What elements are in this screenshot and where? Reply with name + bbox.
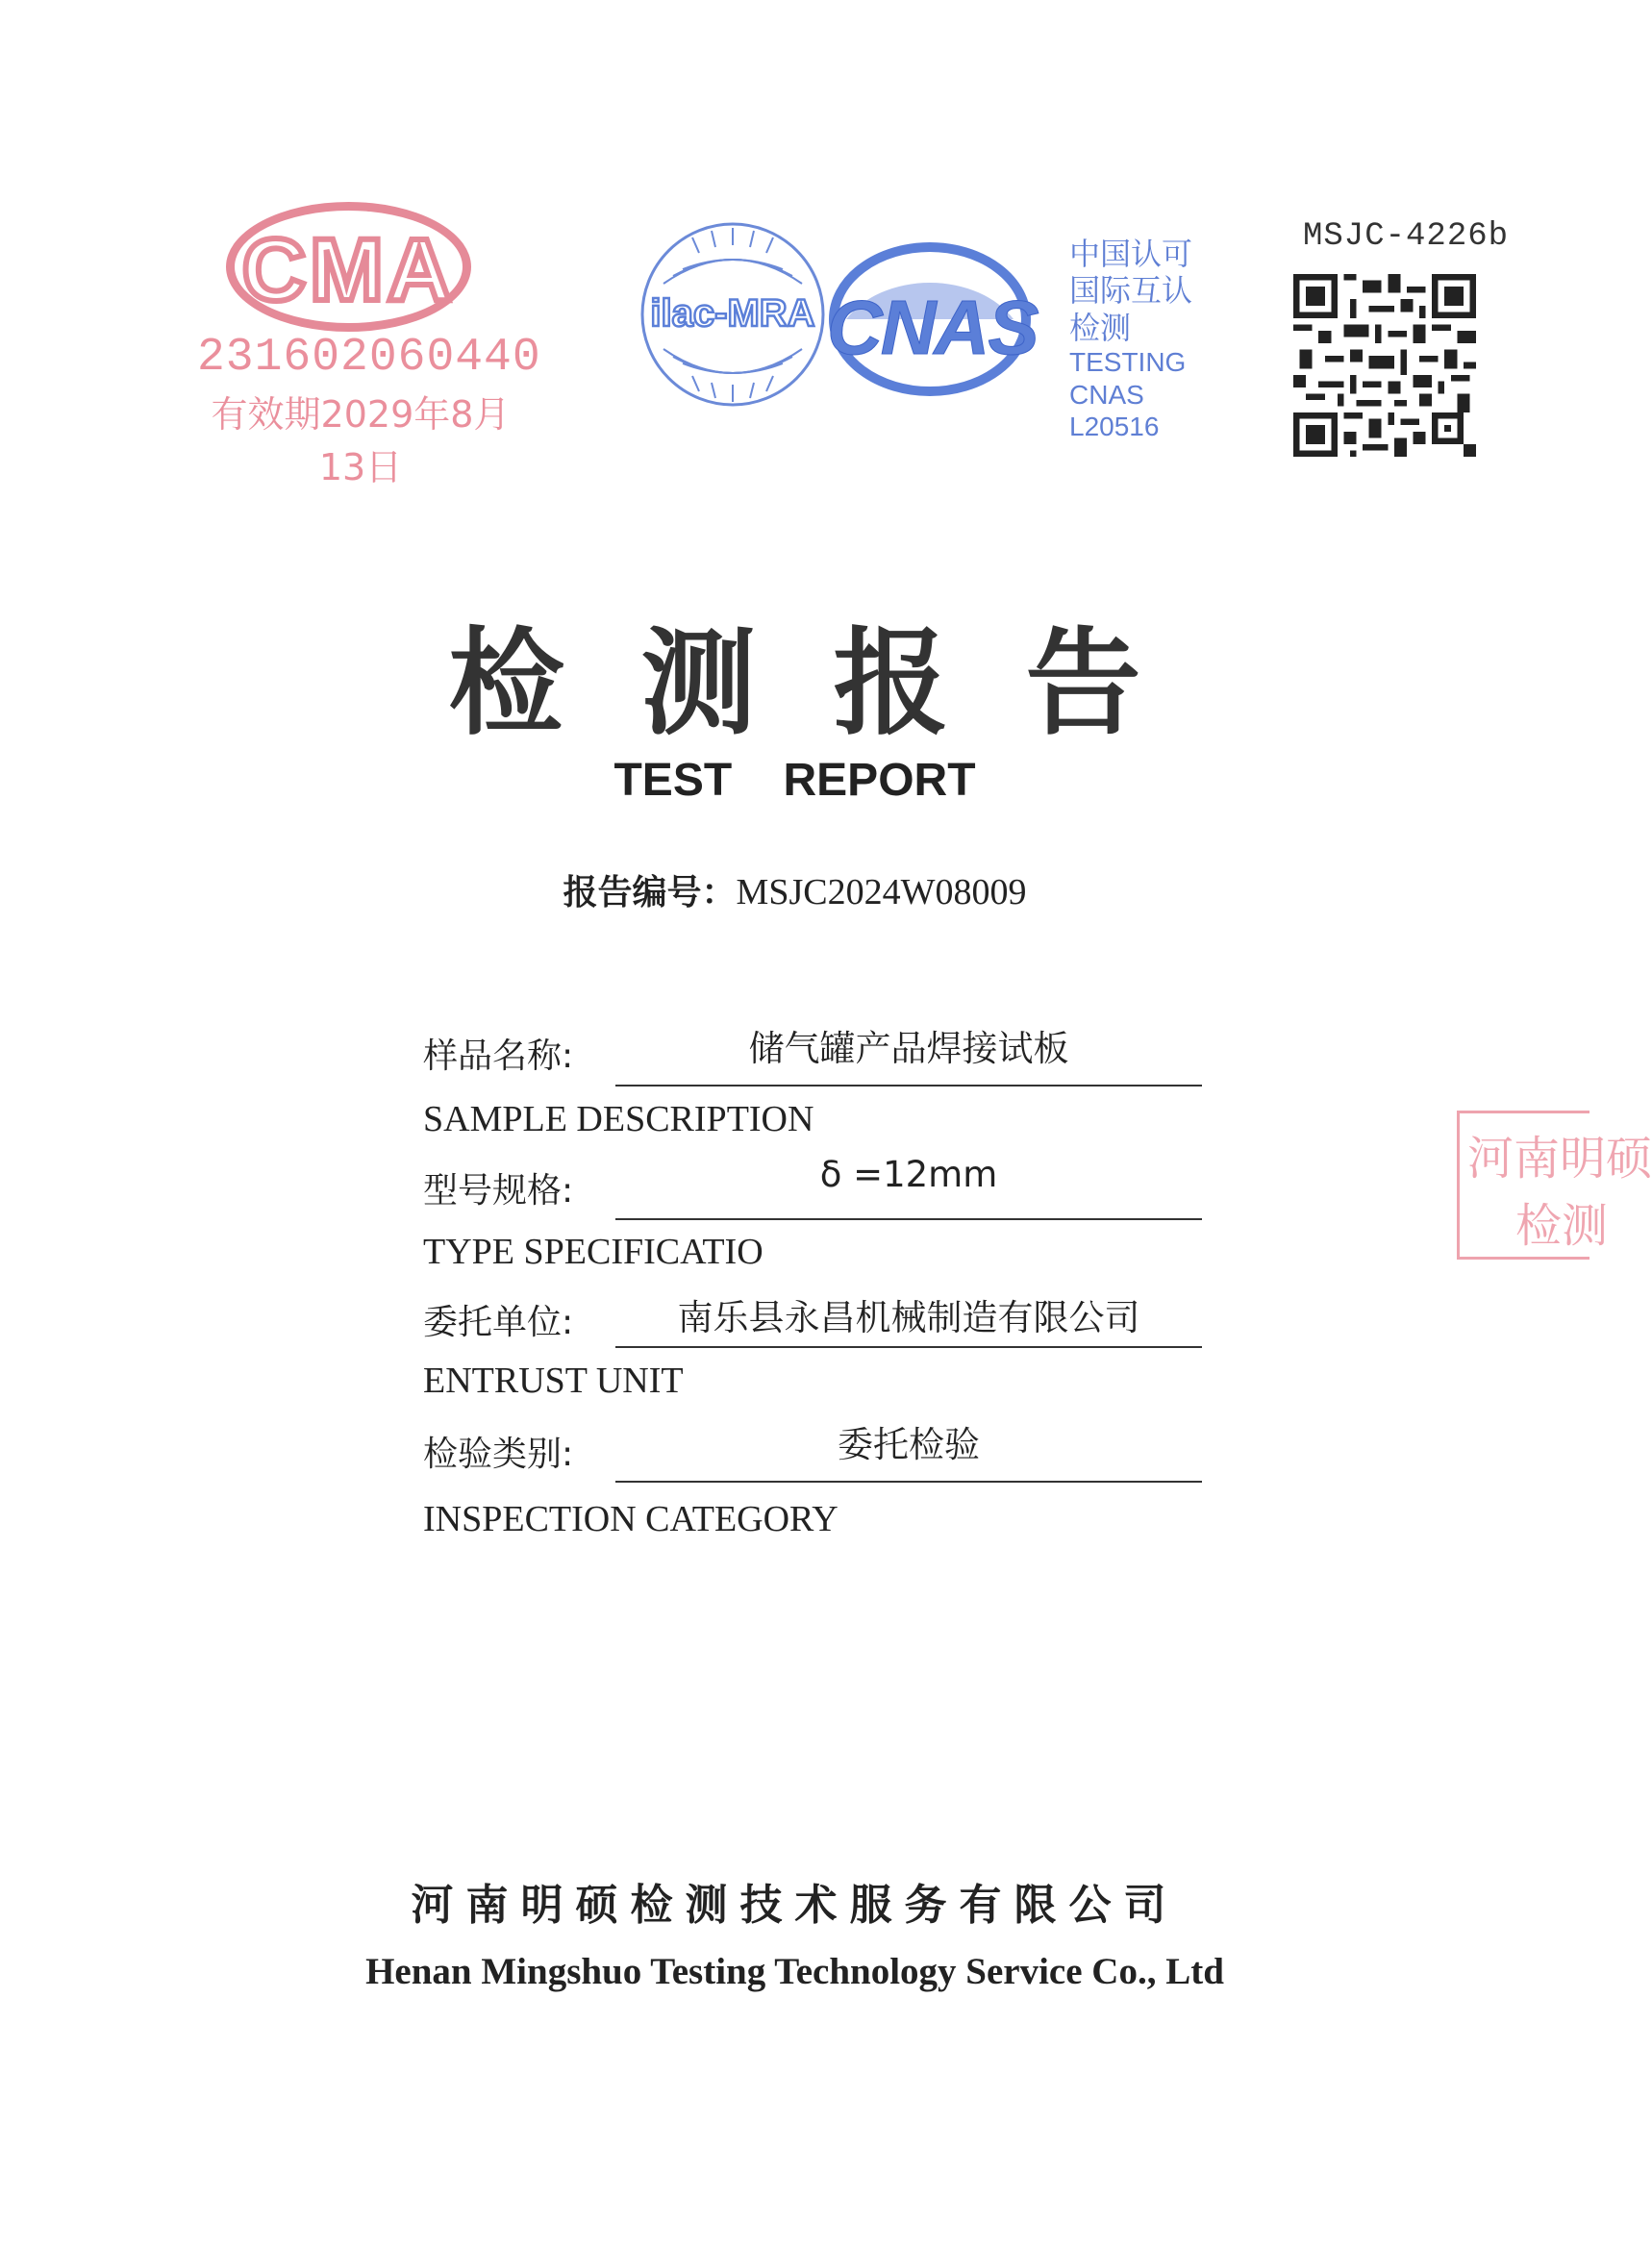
- ilac-mra-text: ilac-MRA: [650, 292, 815, 335]
- cma-logo-text: CMA: [241, 221, 456, 319]
- field-value: 南乐县永昌机械制造有限公司: [677, 1297, 1140, 1338]
- field-value: 委托检验: [838, 1424, 980, 1465]
- field-value: δ =12mm: [819, 1154, 998, 1195]
- cnas-line-2: 国际互认: [1069, 272, 1193, 310]
- field-value: 储气罐产品焊接试板: [748, 1028, 1069, 1069]
- field-label-en: SAMPLE DESCRIPTION: [423, 1099, 814, 1139]
- report-number-label: 报告编号：: [563, 873, 737, 912]
- document-code: MSJC-4226b: [1303, 218, 1510, 255]
- field-label-en: ENTRUST UNIT: [423, 1361, 684, 1401]
- page-title-cn: 检测报告: [448, 615, 1218, 751]
- cma-stamp: [197, 197, 541, 488]
- field-underline: [615, 1481, 1202, 1483]
- side-seal-line-1: 河南明硕: [1467, 1132, 1652, 1186]
- side-seal-line-2: 检测: [1515, 1199, 1609, 1253]
- qr-code-icon: [1293, 274, 1476, 457]
- page-title-en: TEST REPORT: [613, 755, 976, 806]
- side-seal-stamp: [1457, 1111, 1652, 1260]
- field-label-cn: 检验类别:: [423, 1435, 574, 1474]
- report-number-value: MSJC2024W08009: [736, 872, 1027, 912]
- field-label-cn: 型号规格:: [423, 1171, 574, 1211]
- field-label-cn: 样品名称:: [423, 1037, 574, 1076]
- field-label-en: INSPECTION CATEGORY: [423, 1499, 839, 1539]
- cnas-line-3: 检测: [1069, 309, 1132, 346]
- cma-validity: 有效期2029年8月13日: [211, 393, 511, 488]
- ilac-mra-logo: [635, 216, 832, 413]
- field-underline: [615, 1085, 1202, 1087]
- accreditation-stamp: [635, 216, 1231, 442]
- company-name-en: Henan Mingshuo Testing Technology Service Co., Ltd: [365, 1951, 1224, 1992]
- cnas-side-text: [1069, 236, 1231, 443]
- field-label-en: TYPE SPECIFICATIO: [423, 1232, 763, 1272]
- cnas-line-5: CNAS L20516: [1069, 379, 1160, 442]
- company-name-cn: 河南明硕检测技术服务有限公司: [411, 1881, 1179, 1930]
- cnas-line-1: 中国认可: [1069, 236, 1193, 272]
- cma-number: 231602060440: [197, 332, 541, 384]
- cnas-line-4: TESTING: [1069, 347, 1187, 378]
- report-number: [0, 865, 1589, 914]
- field-underline: [615, 1346, 1202, 1348]
- cnas-logo-text: CNAS: [827, 285, 1038, 370]
- field-underline: [615, 1218, 1202, 1220]
- field-label-cn: 委托单位:: [423, 1303, 574, 1342]
